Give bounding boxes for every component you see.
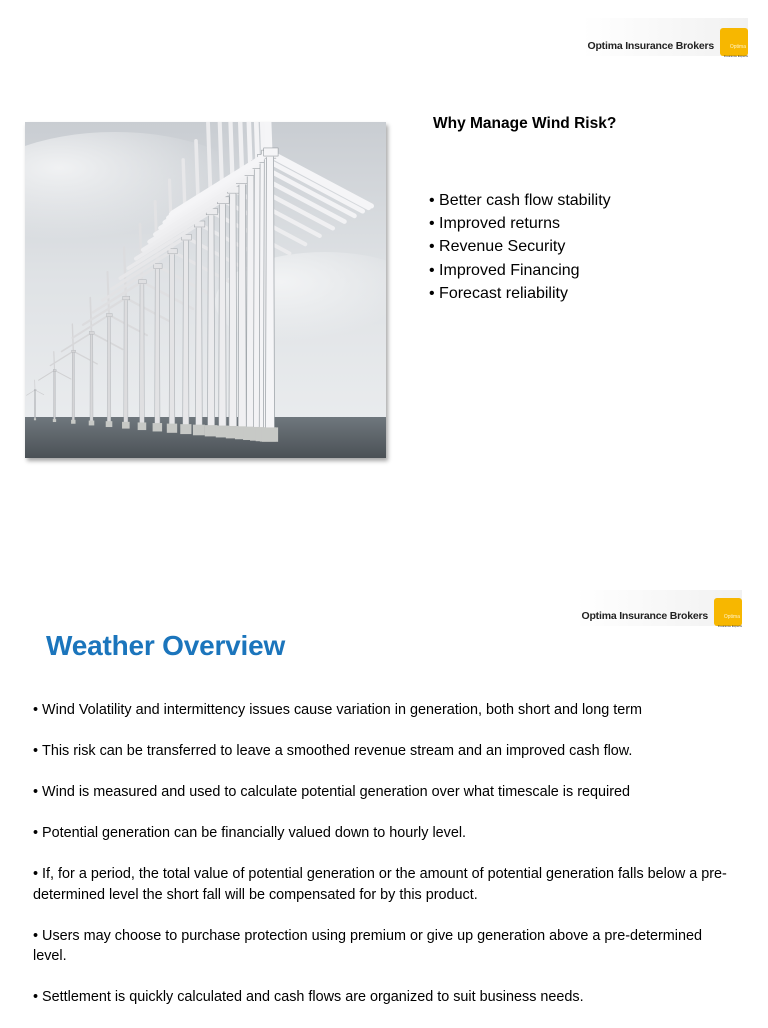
turbine-nacelle <box>72 350 76 352</box>
list-item: • Better cash flow stability <box>429 189 611 212</box>
logo-mark-icon <box>720 28 748 56</box>
company-logo <box>576 590 742 626</box>
turbine-foundation <box>89 421 95 426</box>
logo-mark-icon <box>714 598 742 626</box>
list-item: • Improved Financing <box>429 259 611 282</box>
logo-tagline: Insurance Experts <box>718 624 742 628</box>
turbine-tower <box>266 152 275 440</box>
logo-tagline: Insurance Experts <box>724 54 748 58</box>
turbine-tower <box>183 237 189 433</box>
logo-brand-text: Optima Insurance Brokers <box>582 610 709 622</box>
turbine-foundation <box>138 422 147 430</box>
list-item: • This risk can be transferred to leave a smoothed revenue stream and an improved cash flow. <box>33 741 733 762</box>
logo-brand-text: Optima Insurance Brokers <box>588 40 715 52</box>
list-item: • Settlement is quickly calculated and cash flows are organized to suit business needs. <box>33 987 733 1008</box>
turbine-nacelle <box>53 369 56 371</box>
company-logo <box>582 18 748 56</box>
turbine-foundation <box>180 424 191 434</box>
turbine-blade <box>54 352 55 371</box>
turbine-foundation <box>34 418 36 420</box>
list-item: • If, for a period, the total value of potential generation or the amount of potential generation falls below a pre-determined level the short fall will be compensated for by this product. <box>33 864 733 905</box>
turbine-foundation <box>262 427 278 441</box>
wind-risk-list <box>429 189 611 305</box>
list-item: • Wind is measured and used to calculate potential generation over what timescale is required <box>33 782 733 803</box>
turbine-tower <box>107 315 111 426</box>
turbine-tower <box>34 390 35 420</box>
turbine-nacelle <box>89 331 94 334</box>
list-item: • Improved returns <box>429 212 611 235</box>
turbine-tower <box>90 333 93 425</box>
wind-risk-heading: Why Manage Wind Risk? <box>433 115 616 133</box>
list-item: • Potential generation can be financially valued down to hourly level. <box>33 823 733 844</box>
list-item: • Users may choose to purchase protection using premium or give up generation above a pre-determined level. <box>33 926 733 967</box>
list-item: • Forecast reliability <box>429 282 611 305</box>
turbine-nacelle <box>264 148 278 156</box>
turbine-nacelle <box>106 313 112 316</box>
turbine-foundation <box>153 423 162 431</box>
turbine-nacelle <box>139 280 147 284</box>
list-item: • Wind Volatility and intermittency issues cause variation in generation, both short and long term <box>33 700 733 721</box>
turbine-tower <box>72 351 74 423</box>
turbine-tower <box>124 298 128 428</box>
turbine-tower <box>54 370 56 421</box>
turbine-tower <box>196 224 203 434</box>
logo-mark-text: Optima <box>724 614 740 620</box>
turbine-tower <box>140 282 145 429</box>
turbine-nacelle <box>154 264 162 269</box>
turbine-tower <box>238 180 246 438</box>
turbine-tower <box>208 212 215 435</box>
list-item: • Revenue Security <box>429 235 611 258</box>
turbine-tower <box>169 251 175 431</box>
turbine-foundation <box>167 424 177 433</box>
turbine-nacelle <box>34 389 36 390</box>
turbine-tower <box>229 190 237 437</box>
wind-turbines-photo <box>25 122 386 458</box>
turbine-foundation <box>193 425 205 436</box>
turbine-foundation <box>53 419 56 422</box>
turbine-nacelle <box>123 296 130 300</box>
logo-mark-text: Optima <box>730 44 746 50</box>
weather-overview-list <box>33 700 733 1028</box>
turbine-tower <box>155 266 160 430</box>
turbine-tower <box>219 200 226 436</box>
turbine-foundation <box>71 420 75 424</box>
weather-overview-title: Weather Overview <box>46 630 285 662</box>
turbine-foundation <box>122 422 130 429</box>
turbine-foundation <box>106 421 113 427</box>
turbine-foundation <box>205 425 218 436</box>
